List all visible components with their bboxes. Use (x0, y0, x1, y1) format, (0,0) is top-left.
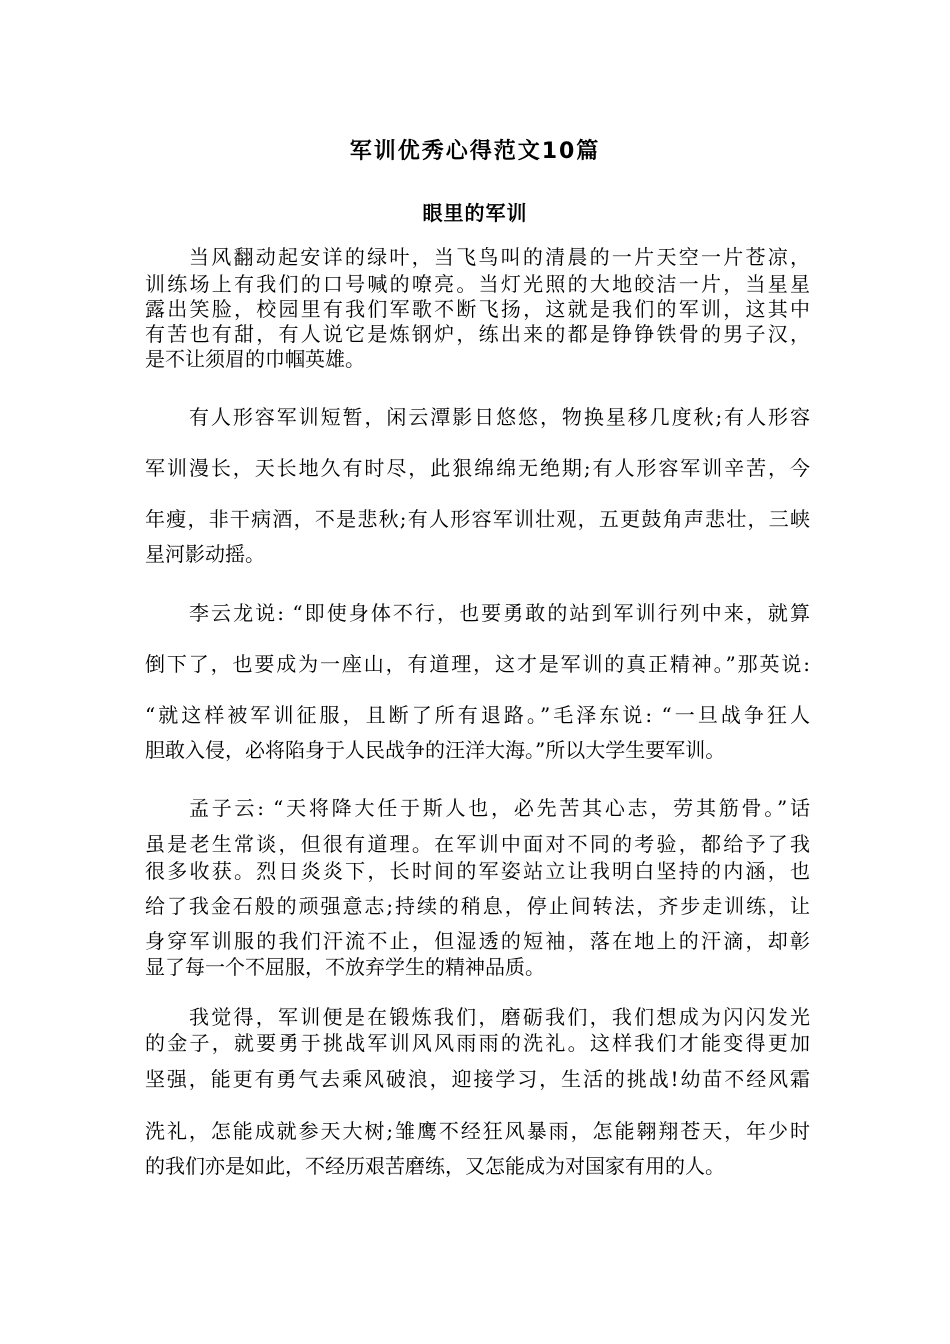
paragraph-2-line-3: 年瘦，非干病酒，不是悲秋;有人形容军训壮观，五更鼓角声悲壮，三峡 (145, 507, 810, 531)
paragraph-4-line-5: 身穿军训服的我们汗流不止，但湿透的短袖，落在地上的汗滴，却彰 (145, 929, 810, 953)
paragraph-5-line-2: 的金子，就要勇于挑战军训风风雨雨的洗礼。这样我们才能变得更加 (145, 1031, 810, 1055)
section-title: 眼里的军训 (422, 201, 528, 225)
paragraph-3-line-1: 李云龙说: “即使身体不行，也要勇敢的站到军训行列中来，就算 (189, 601, 810, 625)
paragraph-5-line-3: 坚强，能更有勇气去乘风破浪，迎接学习，生活的挑战!幼苗不经风霜 (145, 1067, 810, 1091)
paragraph-2-line-1: 有人形容军训短暂，闲云潭影日悠悠，物换星移几度秋;有人形容 (189, 405, 810, 429)
paragraph-1-line-4: 有苦也有甜，有人说它是炼钢炉，练出来的都是铮铮铁骨的男子汉， (145, 322, 810, 346)
paragraph-5-line-5: 的我们亦是如此，不经历艰苦磨练，又怎能成为对国家有用的人。 (145, 1154, 725, 1178)
paragraph-3-line-4: 胆敢入侵，必将陷身于人民战争的汪洋大海。”所以大学生要军训。 (145, 738, 726, 762)
document-title: 军训优秀心得范文10篇 (349, 139, 601, 164)
paragraph-1-line-1: 当风翻动起安详的绿叶，当飞鸟叫的清晨的一片天空一片苍凉， (189, 245, 810, 269)
paragraph-1-line-3: 露出笑脸，校园里有我们军歌不断飞扬，这就是我们的军训，这其中 (145, 297, 810, 321)
paragraph-1-line-5: 是不让须眉的巾帼英雄。 (145, 347, 365, 371)
paragraph-4-line-3: 很多收获。烈日炎炎下，长时间的军姿站立让我明白坚持的内涵，也 (145, 859, 810, 883)
paragraph-4-line-2: 虽是老生常谈，但很有道理。在军训中面对不同的考验，都给予了我 (145, 832, 810, 856)
paragraph-1-line-2: 训练场上有我们的口号喊的嘹亮。当灯光照的大地皎洁一片，当星星 (145, 272, 810, 296)
paragraph-2-line-4: 星河影动摇。 (145, 542, 265, 566)
paragraph-4-line-1: 孟子云: “天将降大任于斯人也，必先苦其心志，劳其筋骨。”话 (189, 796, 810, 820)
paragraph-4-line-6: 显了每一个不屈服，不放弃学生的精神品质。 (145, 955, 545, 979)
paragraph-5-line-1: 我觉得，军训便是在锻炼我们，磨砺我们，我们想成为闪闪发光 (189, 1005, 810, 1029)
paragraph-3-line-2: 倒下了，也要成为一座山，有道理，这才是军训的真正精神。”那英说: (145, 652, 810, 676)
paragraph-5-line-4: 洗礼，怎能成就参天大树;雏鹰不经狂风暴雨，怎能翱翔苍天，年少时 (145, 1119, 810, 1143)
paragraph-2-line-2: 军训漫长，天长地久有时尽，此狠绵绵无绝期;有人形容军训辛苦，今 (145, 456, 810, 480)
paragraph-4-line-4: 给了我金石般的顽强意志;持续的稍息，停止间转法，齐步走训练，让 (145, 894, 810, 918)
paragraph-3-line-3: “就这样被军训征服，且断了所有退路。”毛泽东说: “一旦战争狂人 (145, 703, 810, 727)
